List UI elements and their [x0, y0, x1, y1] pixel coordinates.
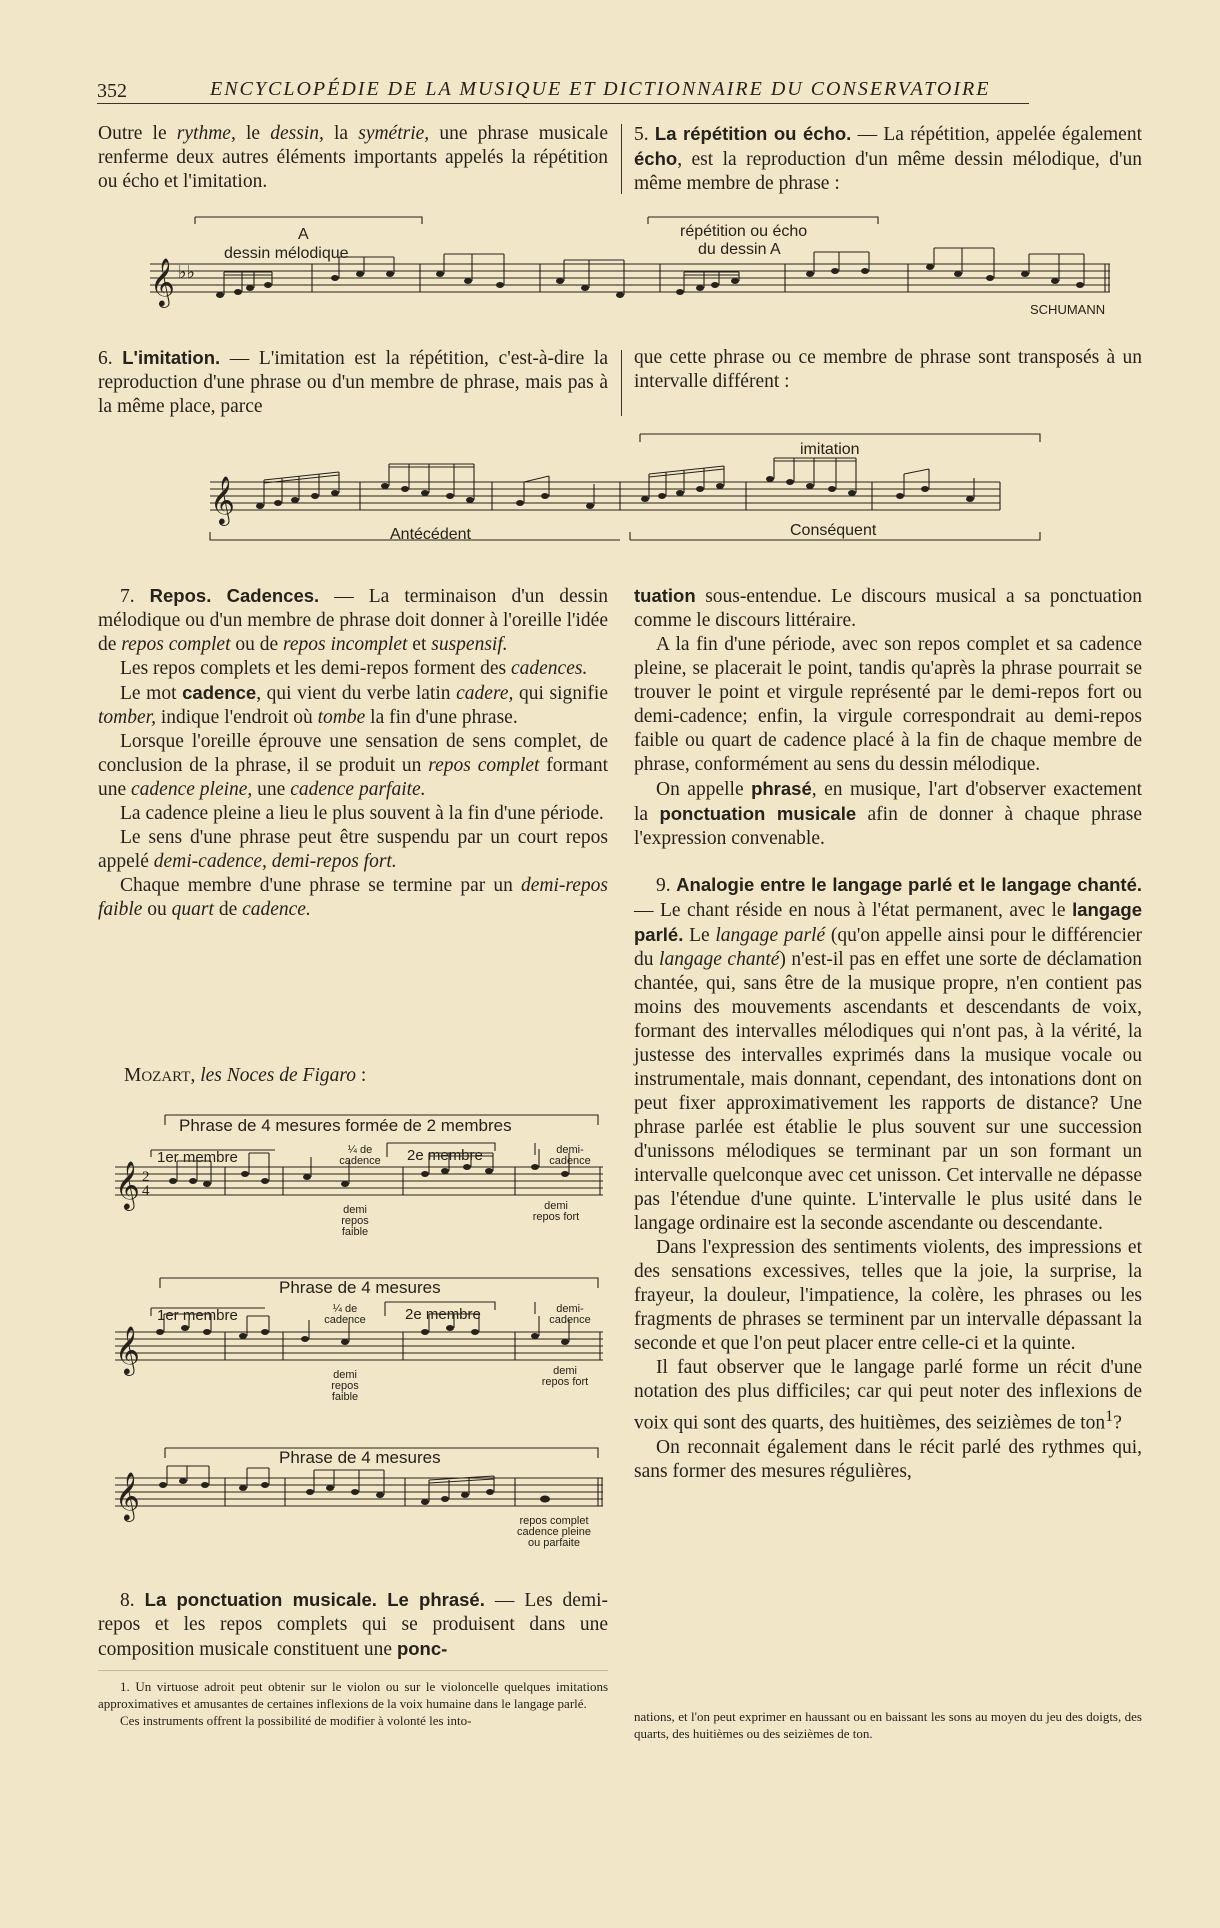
- music-example-imitation: [200, 424, 1060, 554]
- footnote-right: nations, et l'on peut exprimer en haussant ou en baissant les sons au moyen du jeu des doigts, des quarts, des huitièmes ou des seizièmes de ton.: [634, 1709, 1142, 1741]
- section-7: [98, 584, 608, 922]
- punctuation-p2: A la fin d'une période, avec son repos complet et sa cadence pleine, se placerait le point, tandis qu'après la phrase pourrait se trouver le point et virgule représenté par le demi-repos fort ou demi-cadence; enfin, la virgule correspondrait au demi-repos faible ou quart de cadence placé à la fin de chaque membre de phrase, conformément au sens du dessin mélodique.: [634, 634, 1142, 775]
- intro-right: 5. La répétition ou écho. — La répétition, appelée également écho, est la reproduction d'un même dessin mélodique, d'un même membre de phrase :: [634, 123, 1143, 194]
- mozart-2-demi-cadence: demi-cadence: [549, 1303, 591, 1326]
- section-8: 8. La ponctuation musicale. Le phrasé. — Les demi-repos et les repos complets qui se produisent dans une composition musicale constituent une ponc-: [98, 1589, 609, 1660]
- section-7-p1: 7. Repos. Cadences. — La terminaison d'un dessin mélodique ou d'un membre de phrase doit donner à l'oreille l'idée de repos complet ou de repos incomplet et suspensif.: [98, 585, 608, 655]
- punctuation-p3: On appelle phrasé, en musique, l'art d'observer exactement la ponctuation musicale afin de donner à chaque phrase l'expression convenable.: [634, 778, 1142, 849]
- intro-left: Outre le rythme, le dessin, la symétrie, une phrase musicale renferme deux autres éléments importants appelés la répétition ou écho et l'imitation.: [98, 123, 608, 192]
- mozart-3-repos-complet: repos complet cadence pleine ou parfaite: [516, 1515, 591, 1549]
- section-7-p2: Les repos complets et les demi-repos forment des cadences.: [120, 658, 588, 679]
- punctuation-p1: tuation sous-entendue. Le discours musical a sa ponctuation comme le discours littéraire.: [634, 585, 1142, 631]
- mozart-2-second-member: 2e membre: [405, 1306, 481, 1323]
- mozart-example-1: [115, 1105, 615, 1245]
- footnotes-left: [98, 1678, 608, 1729]
- svg-text:♭♭: ♭♭: [178, 262, 195, 282]
- footnote-1: 1. Un virtuose adroit peut obtenir sur le violon ou sur le violoncelle quelques imitations approximatives et amusantes de certaines inflexions de la voix humaine dans le langage parlé.: [98, 1679, 608, 1711]
- svg-text:𝄞: 𝄞: [115, 1325, 140, 1374]
- svg-text:𝄞: 𝄞: [115, 1471, 140, 1520]
- mozart-1-demi-repos-fort: demi repos fort: [532, 1200, 580, 1223]
- bracket-a-letter: A: [298, 226, 309, 243]
- mozart-caption: MOZART, les Noces de Figaro :: [124, 1065, 367, 1086]
- section-9-p3: Il faut observer que le langage parlé forme un récit d'une notation des plus difficiles; car qui peut noter des inflexions de voix qui sont des quarts, des huitièmes, des seizièmes de ton$^1$?: [634, 1357, 1142, 1434]
- running-title: ENCYCLOPÉDIE DE LA MUSIQUE ET DICTIONNAIRE DU CONSERVATOIRE: [210, 78, 991, 100]
- page-number: 352: [97, 80, 127, 102]
- mozart-2-demi-repos-faible: demi repos faible: [331, 1369, 359, 1403]
- mozart-1-first-member: 1er membre: [157, 1149, 238, 1166]
- mozart-1-title: Phrase de 4 mesures formée de 2 membres: [179, 1116, 512, 1135]
- section-7-p4: Lorsque l'oreille éprouve une sensation de sens complet, de conclusion de la phrase, il se produit un repos complet formant une cadence pleine, une cadence parfaite.: [98, 731, 608, 800]
- footnote-1-cont: Ces instruments offrent la possibilité de modifier à volonté les into-: [120, 1713, 472, 1728]
- mozart-1-quart-cadence: ¼ de cadence: [339, 1144, 381, 1167]
- svg-text:𝄞: 𝄞: [115, 1160, 140, 1209]
- section-7-p5: La cadence pleine a lieu le plus souvent à la fin d'une période.: [120, 803, 604, 824]
- svg-text:4: 4: [142, 1183, 150, 1199]
- column-divider: [621, 124, 622, 194]
- composer-label: SCHUMANN: [1030, 302, 1106, 317]
- right-column: [634, 584, 1142, 1484]
- header-rule: [97, 103, 1029, 104]
- mozart-3-title: Phrase de 4 mesures: [279, 1448, 441, 1467]
- section-9-p2: Dans l'expression des sentiments violents, des impressions et des sensations excessives, telles que la joie, la surprise, la frayeur, la douleur, l'impatience, la colère, les phrases ou les fragments de phrases se terminent par un intervalle dépassant la seconde et que l'on peut placer entre celle-ci et la quinte.: [634, 1237, 1142, 1354]
- svg-text:𝄞: 𝄞: [210, 475, 235, 524]
- mozart-1-demi-repos-faible: demi repos faible: [341, 1204, 369, 1238]
- mozart-example-2: [115, 1270, 615, 1410]
- bracket-a-label: dessin mélodique: [224, 245, 349, 262]
- section-9-p4: On reconnait également dans le récit parlé des rythmes qui, sans former des mesures régulières,: [634, 1436, 1142, 1482]
- bracket-b-line1: répétition ou écho: [680, 223, 808, 240]
- bracket-b-line2: du dessin A: [698, 241, 781, 258]
- svg-text:𝄞: 𝄞: [150, 257, 175, 306]
- column-divider: [621, 350, 622, 416]
- section-7-p3: Le mot cadence, qui vient du verbe latin cadere, qui signifie tomber, indique l'endroit où tombe la fin d'une phrase.: [98, 682, 608, 728]
- mozart-1-demi-cadence: demi-cadence: [549, 1144, 591, 1167]
- staff-lines: [150, 264, 1110, 292]
- mozart-example-3: [115, 1440, 615, 1570]
- mozart-2-quart-cadence: ¼ de cadence: [324, 1303, 366, 1326]
- footnote-rule: [98, 1670, 608, 1671]
- svg-text:2: 2: [142, 1169, 150, 1185]
- section-7-p7: Chaque membre d'une phrase se termine par un demi-repos faible ou quart de cadence.: [98, 875, 608, 920]
- mozart-2-first-member: 1er membre: [157, 1307, 238, 1324]
- staff-imitation: [200, 424, 1060, 554]
- section-9-p1: 9. Analogie entre le langage parlé et le langage chanté. — Le chant réside en nous à l'état permanent, avec le langage parlé. Le langage parlé (qu'on appelle ainsi pour le différencier du langage chanté) n'est-il pas en effet une sorte de déclamation chantée, qui, sans être de la musique propre, n'en contient pas moins des mouvements ascendants et descendants de voix, formant des intervalles mélodiques qui n'ont pas, à la vérité, la justesse des intervalles exprimés dans la musique vocale ou instrumentale, mais donnant, cependant, des intonations dont on peut fixer approximativement les rapports de distance? Une phrase parlée est établie le plus souvent sur une succession d'unissons mélodiques se terminant par un son formant un intervalle quelconque avec cet unisson. Cet intervalle ne dépasse pas l'étendue d'une quinte. L'intervalle le plus usité dans le langage ordinaire est la seconde ascendante ou descendante.: [634, 874, 1143, 1234]
- imitation-label: imitation: [800, 441, 860, 458]
- section-6-left: 6. L'imitation. — L'imitation est la répétition, c'est-à-dire la reproduction d'une phrase ou d'un membre de phrase, mais pas à la même place, parce: [98, 347, 609, 417]
- section-6-right: que cette phrase ou ce membre de phrase sont transposés à un intervalle différent :: [634, 347, 1142, 392]
- staff-schumann: [120, 212, 1120, 322]
- section-7-p6: Le sens d'une phrase peut être suspendu par un court repos appelé demi-cadence, demi-repos fort.: [98, 827, 608, 872]
- mozart-1-second-member: 2e membre: [407, 1147, 483, 1164]
- music-example-schumann: [120, 212, 1120, 322]
- consequent-label: Conséquent: [790, 522, 877, 539]
- antecedent-label: Antécédent: [390, 526, 471, 543]
- mozart-2-title: Phrase de 4 mesures: [279, 1278, 441, 1297]
- mozart-2-demi-repos-fort: demi repos fort: [541, 1365, 589, 1388]
